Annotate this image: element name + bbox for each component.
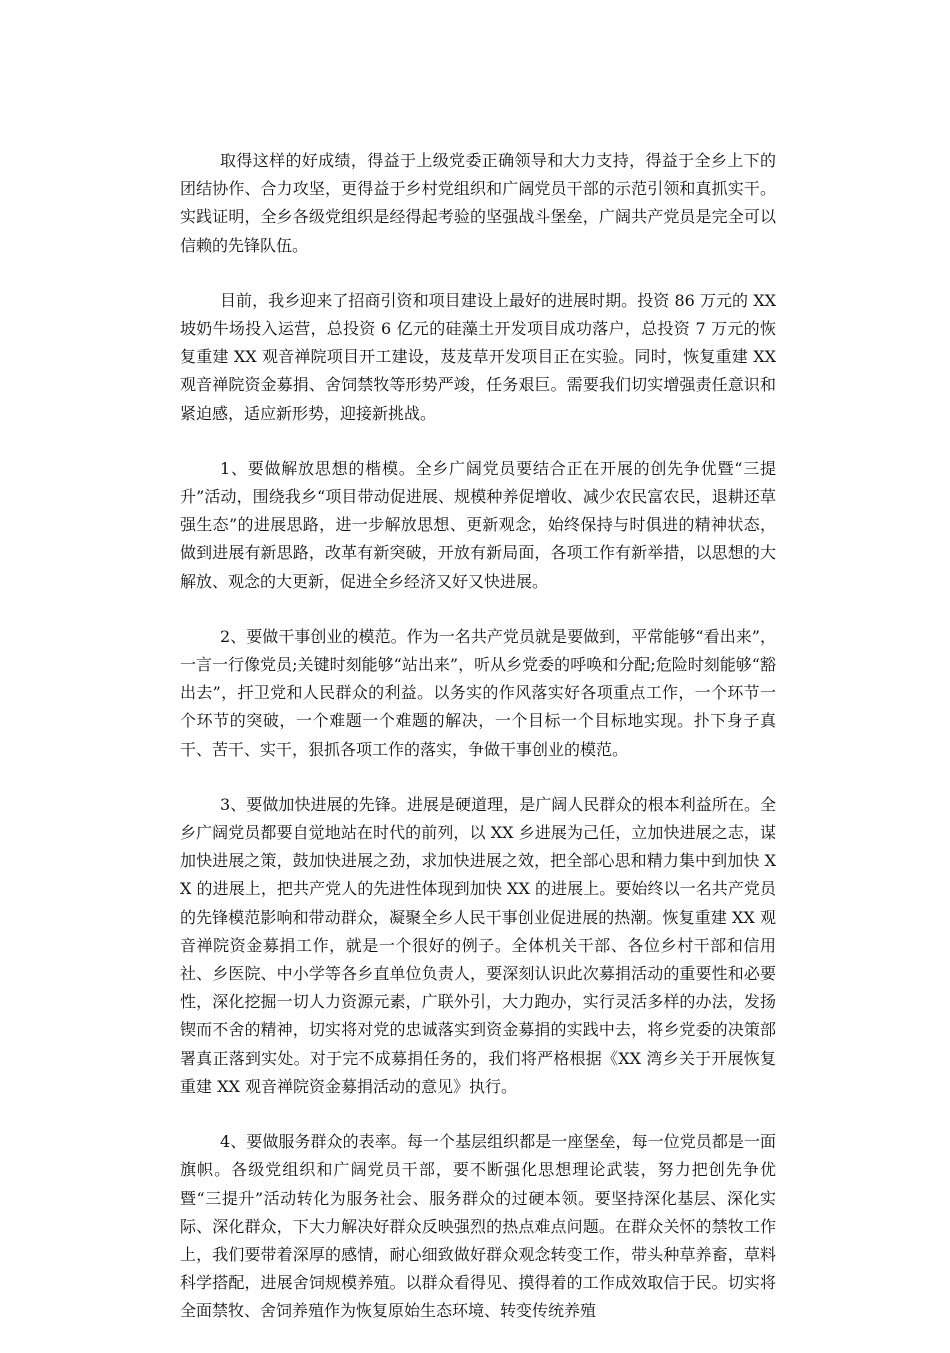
paragraph-point-3: 3、要做加快进展的先锋。进展是硬道理，是广阔人民群众的根本利益所在。全乡广阔党员都要自觉地站在时代的前列，以 XX 乡进展为己任，立加快进展之志，谋加快进展之策，鼓加快进展之劲，求加快进展之效，把全部心思和精力集中到加快 XX 的进展上，把共产党人的先进性体现到加快 XX 的进展上。要始终以一名共产党员的先锋模范影响和带动群众，凝聚全乡人民干事创业促进展的热潮。恢复重建 XX 观音禅院资金募捐工作，就是一个很好的例子。全体机关干部、各位乡村干部和信用社、乡医院、中小学等各乡直单位负责人，要深刻认识此次募捐活动的重要性和必要性，深化挖掘一切人力资源元素，广联外引，大力跑办，实行灵活多样的办法，发扬锲而不舍的精神，切实将对党的忠诚落实到资金募捐的实践中去，将乡党委的决策部署真正落到实处。对于完不成募捐任务的，我们将严格根据《XX 湾乡关于开展恢复重建 XX 观音禅院资金募捐活动的意见》执行。 — [180, 794, 776, 1096]
paragraph-point-2: 2、要做干事创业的模范。作为一名共产党员就是要做到，平常能够“看出来”，一言一行像党员;关键时刻能够“站出来”，听从乡党委的呼唤和分配;危险时刻能够“豁出去”，扞卫党和人民群众的利益。以务实的作风落实好各项重点工作，一个环节一个环节的突破，一个难题一个难题的解决，一个目标一个目标地实现。扑下身子真干、苦干、实干，狠抓各项工作的落实，争做干事创业的模范。 — [180, 626, 776, 759]
paragraph-achievement: 取得这样的好成绩，得益于上级党委正确领导和大力支持，得益于全乡上下的团结协作、合力攻坚，更得益于乡村党组织和广阔党员干部的示范引领和真抓实干。实践证明，全乡各级党组织是经得起考验的坚强战斗堡垒，广阔共产党员是完全可以信赖的先锋队伍。 — [180, 151, 776, 255]
paragraph-point-1: 1、要做解放思想的楷模。全乡广阔党员要结合正在开展的创先争优暨“三提升”活动，围绕我乡“项目带动促进展、规模种养促增收、减少农民富农民，退耕还草强生态”的进展思路，进一步解放思想、更新观念，始终保持与时俱进的精神状态，做到进展有新思路，改革有新突破，开放有新局面，各项工作有新举措，以思想的大解放、观念的大更新，促进全乡经济又好又快进展。 — [180, 458, 776, 591]
paragraph-current-situation: 目前，我乡迎来了招商引资和项目建设上最好的进展时期。投资 86 万元的 XX 坡奶牛场投入运营，总投资 6 亿元的硅藻土开发项目成功落户，总投资 7 万元的恢复重建 XX 观音禅院项目开工建设，芨芨草开发项目正在实验。同时，恢复重建 XX 观音禅院资金募捐、舍饲禁牧等形势严竣，任务艰巨。需要我们切实增强责任意识和紧迫感，适应新形势，迎接新挑战。 — [180, 290, 776, 423]
document-body — [180, 147, 776, 1353]
paragraph-point-4: 4、要做服务群众的表率。每一个基层组织都是一座堡垒，每一位党员都是一面旗帜。各级党组织和广阔党员干部，要不断强化思想理论武装，努力把创先争优暨“三提升”活动转化为服务社会、服务群众的过硬本领。要坚持深化基层、深化实际、深化群众，下大力解决好群众反映强烈的热点难点问题。在群众关怀的禁牧工作上，我们要带着深厚的感情，耐心细致做好群众观念转变工作，带头种草养畜，草料科学搭配，进展舍饲规模养殖。以群众看得见、摸得着的工作成效取信于民。切实将全面禁牧、舍饲养殖作为恢复原始生态环境、转变传统养殖 — [180, 1132, 776, 1321]
